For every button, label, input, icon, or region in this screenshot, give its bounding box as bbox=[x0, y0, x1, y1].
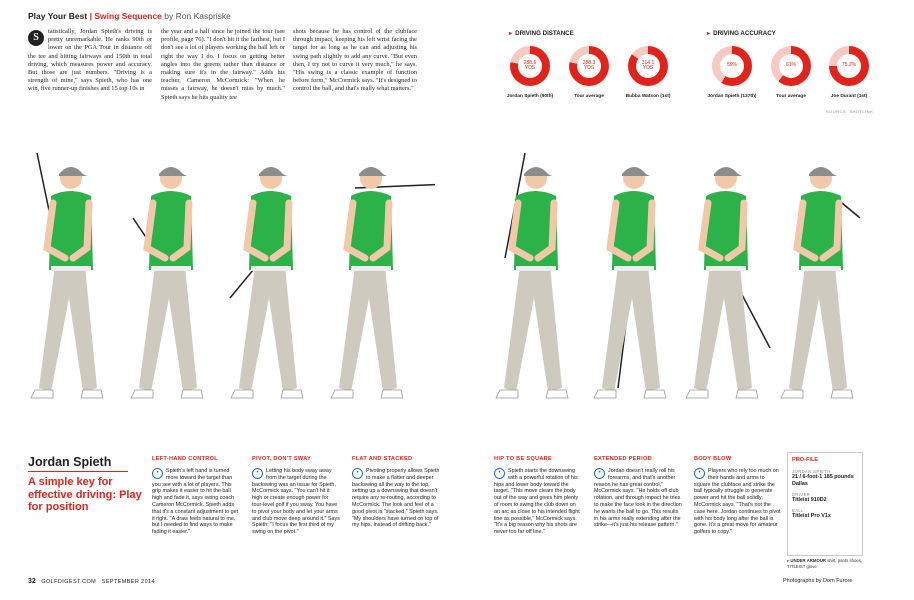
golfer-frame-5 bbox=[490, 148, 600, 418]
stat-donut bbox=[712, 46, 752, 86]
apparel-credit: ▸ UNDER ARMOUR shirt, pants shoes. TITLEIST glove bbox=[787, 558, 863, 569]
camera-icon: • bbox=[694, 468, 705, 479]
section-name: Play Your Best bbox=[28, 11, 88, 21]
stat-value: 314.1 YDS bbox=[636, 54, 660, 78]
tip-text: • Spieth starts the downswing with a powerful rotation of his hips and lower body toward the target. "This move clears the body out of the way and gives him plenty of room to swing the club down on an arc as close to his intended flight line as possible," McCormick says. "It's a big reason why his shots are never too far off line." bbox=[494, 468, 580, 536]
golfer-frame-1 bbox=[25, 148, 135, 418]
pro-file-title: PRO-FILE bbox=[792, 457, 819, 463]
stat-donut bbox=[628, 46, 668, 86]
name-rule bbox=[28, 471, 128, 472]
tip-column bbox=[152, 456, 240, 536]
profile-row-ball: BALL Titleist Pro V1x bbox=[792, 508, 831, 519]
stat-donut bbox=[829, 46, 869, 86]
triangle-icon: ▸ bbox=[707, 30, 711, 37]
stat-label: Tour average bbox=[574, 94, 604, 99]
deck-headline: A simple key for effective driving: Play for position bbox=[28, 476, 142, 513]
camera-icon: • bbox=[494, 468, 505, 479]
article-column-3 bbox=[293, 28, 417, 94]
series-name: Swing Sequence bbox=[94, 11, 162, 21]
tip-title: FLAT AND STACKED bbox=[352, 456, 413, 462]
article-column-2 bbox=[161, 28, 285, 102]
stat-label: Jordan Spieth (90th) bbox=[506, 94, 554, 99]
running-header bbox=[28, 11, 231, 21]
driving-distance-heading: ▸ DRIVING DISTANCE bbox=[509, 30, 574, 37]
stat-value: 288.6 YDS bbox=[518, 54, 542, 78]
stats-source: SOURCE: SHOTLINK bbox=[826, 109, 874, 114]
triangle-icon: ▸ bbox=[509, 30, 513, 37]
camera-icon: • bbox=[152, 468, 163, 479]
stat-value: 59% bbox=[720, 54, 744, 78]
byline: by Ron Kaspriske bbox=[164, 11, 231, 21]
tip-column bbox=[494, 456, 582, 536]
golfer-frame-3 bbox=[225, 148, 335, 418]
golfer-frame-2 bbox=[125, 148, 235, 418]
player-name: Jordan Spieth bbox=[28, 455, 112, 469]
stat-donut bbox=[569, 46, 609, 86]
tip-title: BODY BLOW bbox=[694, 456, 732, 462]
tip-column bbox=[594, 456, 682, 529]
tip-title: LEFT-HAND CONTROL bbox=[152, 456, 219, 462]
stat-value: 288.3 YDS bbox=[577, 54, 601, 78]
page-number: 32 bbox=[28, 578, 36, 585]
camera-icon: • bbox=[352, 468, 363, 479]
stat-label: Bubba Watson (1st) bbox=[625, 94, 671, 99]
driving-accuracy-heading: ▸ DRIVING ACCURACY bbox=[707, 30, 776, 37]
stat-label: Tour average bbox=[776, 94, 806, 99]
profile-row-player: JORDAN SPIETH 21 / 6-foot-1 185 pounds Dallas bbox=[792, 469, 854, 487]
tip-column bbox=[352, 456, 440, 529]
magazine-url: GOLFDIGEST.COM bbox=[41, 579, 97, 585]
profile-row-driver: DRIVER Titleist 910D2 bbox=[792, 492, 827, 503]
tip-text: • Letting his body sway away from the target during the backswing was an issue for Spieth, McCormick says. "You can't hit it high or create enough power for tour-level golf if you sway. You have to pivot your body and let your arms and club move deep around it." Says Spieth: "I focus the first third of my swing on the pivot." bbox=[252, 468, 340, 536]
tip-text: • Spieth's left hand is turned more toward the target than you see with a lot of players. This grip makes it easier to hit the ball high and fade it, says swing coach Cameron McCormick. Spieth adds that it's a constant adjustment to get it right. "A draw feels natural to me, but I needed to find ways to make fading it easier." bbox=[152, 468, 239, 536]
tip-text: • Jordan doesn't really roll his forearms, and that's another reason he has great control," McCormick says. "He holds off club rotation, and through impact he tries to make the face look in the direction he wants the ball to go. This results in his arms really extending after the strike—it's just his release pattern." bbox=[594, 468, 682, 529]
camera-icon: • bbox=[594, 468, 605, 479]
pro-file-box bbox=[787, 452, 863, 556]
stat-value: 75.2% bbox=[837, 54, 861, 78]
triangle-icon: ▸ bbox=[787, 558, 790, 563]
tip-title: HIP TO BE SQUARE bbox=[494, 456, 553, 462]
stat-label: Joe Durant (1st) bbox=[830, 94, 868, 99]
stat-donut bbox=[510, 46, 550, 86]
golfer-frame-8 bbox=[775, 148, 885, 418]
tip-text: • Players who rely too much on their hands and arms to square the clubface and strike the ball typically struggle to generate power and hit the ball solidly, McCormick says. "That's not the case here. Jordan continues to pivot with his body long after the ball is gone. It's a great move for amateur golfers to copy." bbox=[694, 468, 781, 536]
tip-column bbox=[252, 456, 340, 536]
article-text-3: shots because he has control of the clubface through impact, keeping his left wrist facing the target for as long as he can and adjusting his swing path slightly to add any curve. "But even then, I try not to curve it very much," he says. "His swing is a classic example of function before form," McCormick says. "It's designed to control the ball, and that's really what matters." bbox=[293, 28, 417, 93]
tip-title: EXTENDED PERIOD bbox=[594, 456, 652, 462]
issue-date: SEPTEMBER 2014 bbox=[101, 579, 155, 585]
article-text-2: the year and a half since he joined the tour (see profile, page 76). "I don't hit it the farthest, but I don't see a lot of players working the ball left or right the way I do. I focus on getting better angles into the greens rather than distance or making sure it's in the fairway." Adds his teacher, Cameron McCormick: "When he misses a fairway, he doesn't miss by much." Spieth says he hits quality tee bbox=[161, 28, 285, 101]
tip-title: PIVOT, DON'T SWAY bbox=[252, 456, 312, 462]
golfer-frame-7 bbox=[680, 148, 790, 418]
stat-value: 61% bbox=[779, 54, 803, 78]
tip-column bbox=[694, 456, 782, 536]
article-text-1: tatistically, Jordan Spieth's driving is pretty unremarkable. He ranks 90th or lower on the PGA Tour in distance off the tee and hitting fairways and 150th in total driving, which measures power and accuracy. But those are just numbers. "Driving is a strength of mine," says Spieth, who has one win, five runner-up finishes and 15 top 10s in bbox=[28, 28, 152, 93]
stat-label: Jordan Spieth (137th) bbox=[707, 94, 757, 99]
page-footer bbox=[28, 578, 155, 585]
stat-donut bbox=[771, 46, 811, 86]
article-column-1 bbox=[28, 28, 152, 94]
camera-icon: • bbox=[252, 468, 263, 479]
header-divider: | bbox=[89, 11, 92, 21]
drop-cap: S bbox=[28, 30, 44, 46]
golfer-frame-4 bbox=[325, 148, 435, 418]
tip-text: • Pivoting properly allows Spieth to make a flatter and deeper backswing all the way to the top, setting up a downswing that doesn't require any re-routing, according to McCormick. The look and feel of a good pivot is "stacked," Spieth says. "My shoulders have turned on top of my hips, instead of drifting back." bbox=[352, 468, 440, 529]
photo-credit: Photographs by Dom Furore bbox=[783, 578, 853, 584]
